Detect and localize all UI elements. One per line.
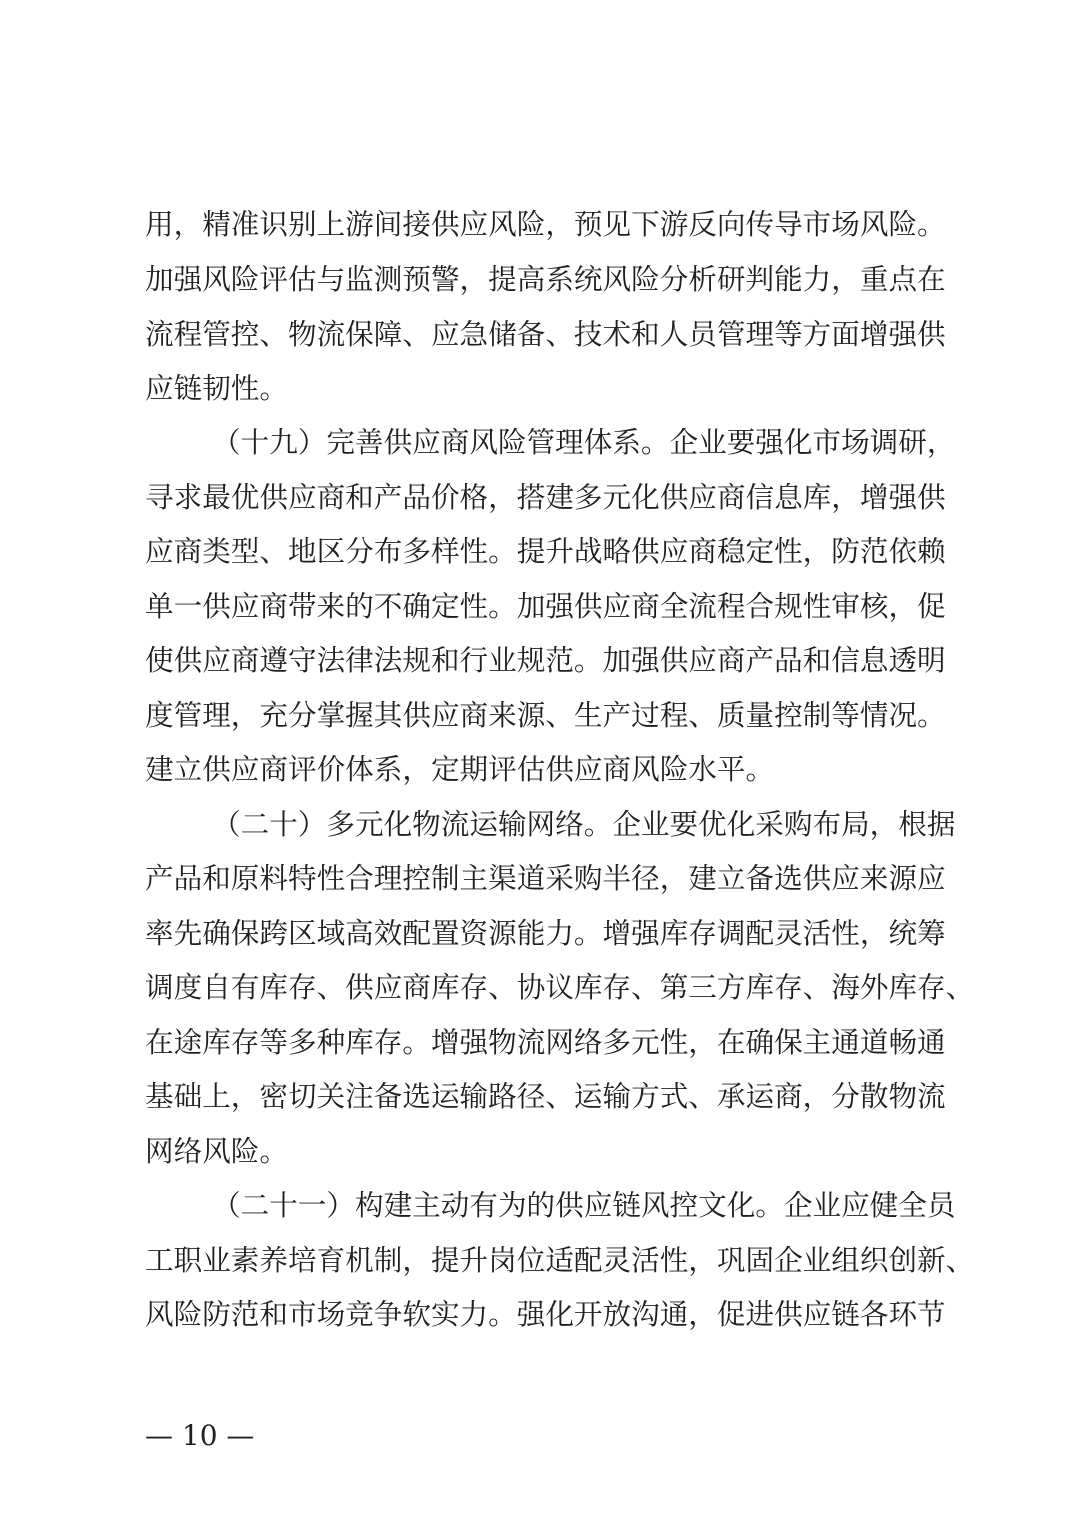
page-number: — 10 — (145, 1419, 255, 1452)
text-line: 率先确保跨区域高效配置资源能力。增强库存调配灵活性，统筹 (145, 916, 946, 950)
text-line: 应链韧性。 (145, 371, 288, 405)
text-line: 建立供应商评价体系，定期评估供应商风险水平。 (145, 752, 775, 786)
text-line: 用，精准识别上游间接供应风险，预见下游反向传导市场风险。 (145, 207, 946, 241)
text-line: 寻求最优供应商和产品价格，搭建多元化供应商信息库，增强供 (145, 480, 946, 514)
text-line: 网络风险。 (145, 1134, 288, 1168)
section-heading-line: （二十）多元化物流运输网络。企业要优化采购布局，根据 (212, 807, 956, 841)
section-heading-line: （十九）完善供应商风险管理体系。企业要强化市场调研， (212, 425, 956, 459)
text-line: 应商类型、地区分布多样性。提升战略供应商稳定性，防范依赖 (145, 534, 946, 568)
text-line: 风险防范和市场竞争软实力。强化开放沟通，促进供应链各环节 (145, 1297, 946, 1331)
text-line: 产品和原料特性合理控制主渠道采购半径，建立备选供应来源应 (145, 861, 946, 895)
text-line: 在途库存等多种库存。增强物流网络多元性，在确保主通道畅通 (145, 1025, 946, 1059)
text-line: 基础上，密切关注备选运输路径、运输方式、承运商，分散物流 (145, 1079, 946, 1113)
text-line: 加强风险评估与监测预警，提高系统风险分析研判能力，重点在 (145, 262, 946, 296)
text-line: 工职业素养培育机制，提升岗位适配灵活性，巩固企业组织创新、 (145, 1243, 975, 1277)
text-line: 流程管控、物流保障、应急储备、技术和人员管理等方面增强供 (145, 317, 946, 351)
text-line: 度管理，充分掌握其供应商来源、生产过程、质量控制等情况。 (145, 698, 946, 732)
text-line: 单一供应商带来的不确定性。加强供应商全流程合规性审核，促 (145, 589, 946, 623)
text-line: 使供应商遵守法律法规和行业规范。加强供应商产品和信息透明 (145, 643, 946, 677)
section-heading-line: （二十一）构建主动有为的供应链风控文化。企业应健全员 (212, 1188, 956, 1222)
text-line: 调度自有库存、供应商库存、协议库存、第三方库存、海外库存、 (145, 970, 975, 1004)
